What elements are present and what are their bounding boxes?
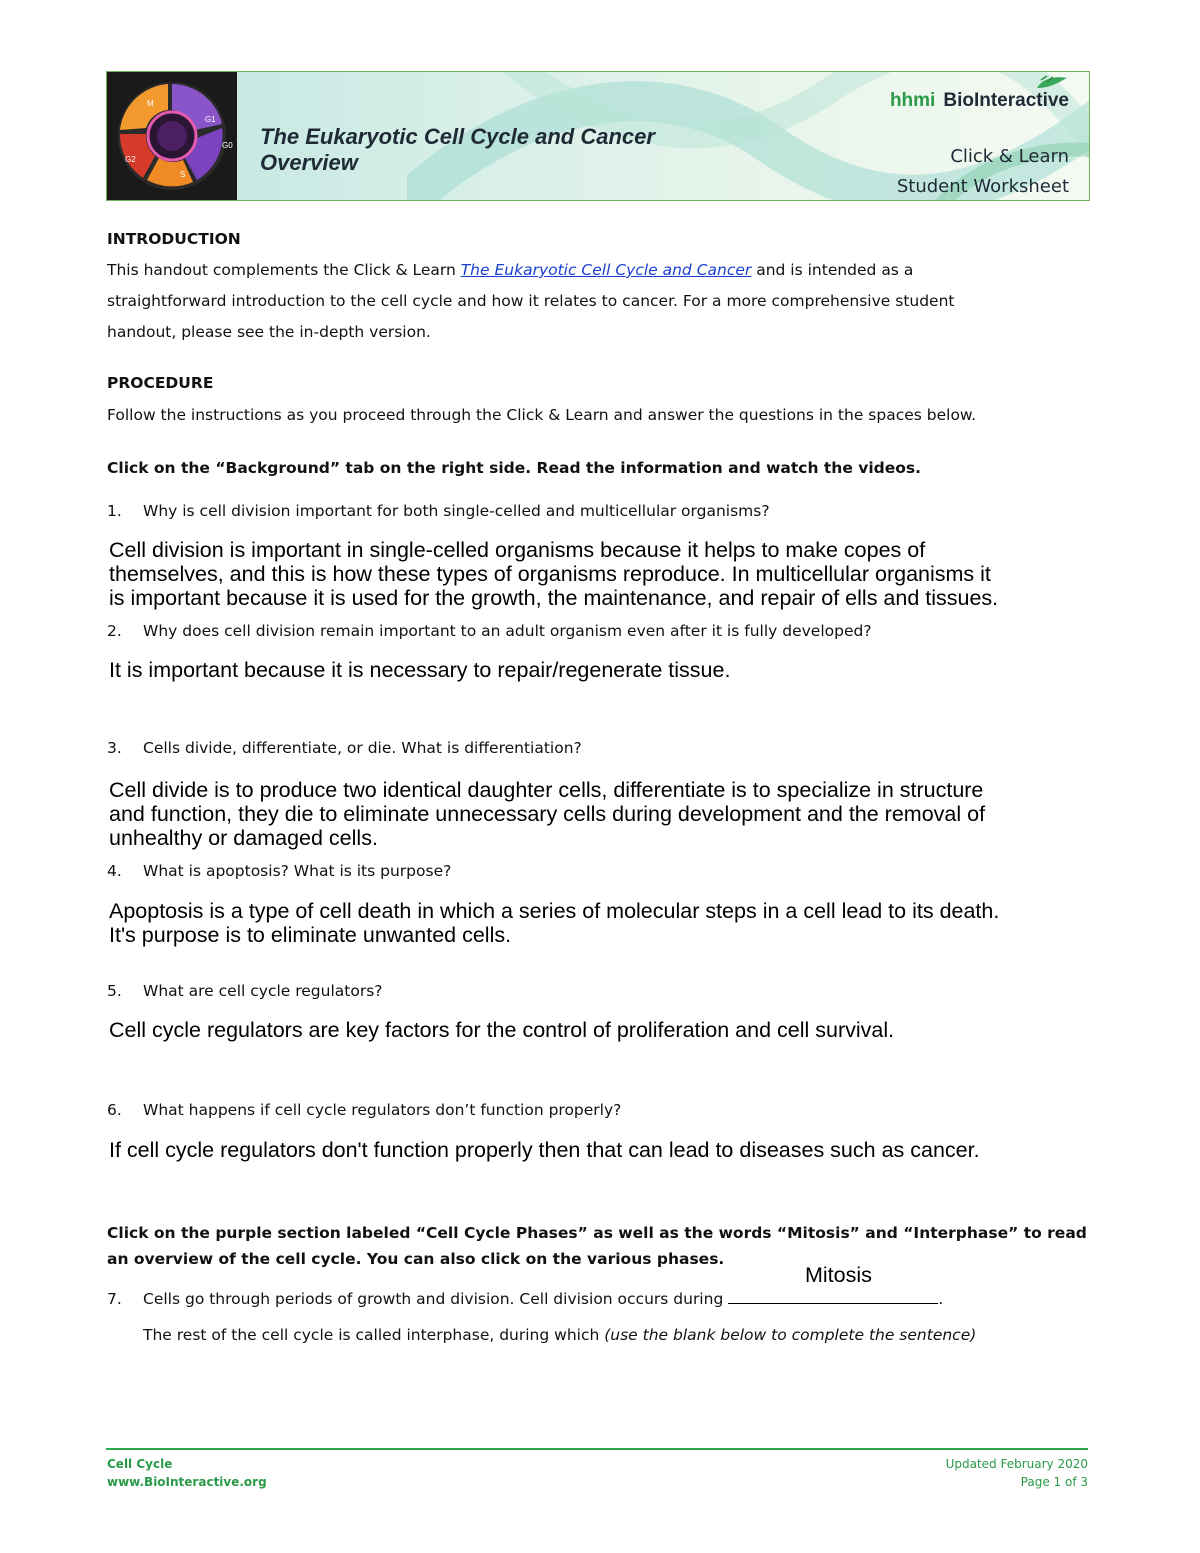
brand-logo (890, 90, 1069, 112)
intro-line-1 (107, 255, 913, 286)
answer-line: Apoptosis is a type of cell death in which a series of molecular steps in a cell lead to its death. (109, 899, 1000, 923)
question-4 (107, 862, 451, 880)
subtitle-line-2: Student Worksheet (896, 176, 1069, 197)
answer-2 (109, 658, 730, 682)
question-text: Why is cell division important for both single-celled and multicellular organisms? (143, 502, 770, 520)
question-text: Why does cell division remain important to an adult organism even after it is fully developed? (143, 622, 872, 640)
blank-answer-mitosis: Mitosis (805, 1263, 872, 1287)
page-title (260, 124, 655, 176)
brand-hhmi: hhmi (889, 90, 936, 111)
question-number: 5. (107, 982, 122, 1000)
intro-line-3: handout, please see the in-depth version. (107, 323, 431, 341)
answer-line: unhealthy or damaged cells. (109, 826, 378, 850)
brand-biointeractive: BioInteractive (943, 90, 1069, 111)
title-line-1: The Eukaryotic Cell Cycle and Cancer (260, 124, 655, 149)
logo-label-g2: G2 (125, 155, 136, 164)
instruction-background-tab: Click on the “Background” tab on the right side. Read the information and watch the videos. (107, 459, 922, 477)
answer-4 (109, 899, 999, 947)
question-number: 3. (107, 739, 122, 757)
answer-line: themselves, and this is how these types of organisms reproduce. In multicellular organisms it (109, 562, 991, 586)
intro-line-2: straightforward introduction to the cell cycle and how it relates to cancer. For a more comprehensive student (107, 292, 955, 310)
answer-3 (109, 778, 985, 850)
question-3 (107, 739, 582, 757)
intro-line-1-pre: This handout complements the Click & Learn (107, 261, 461, 279)
question-text: What is apoptosis? What is its purpose? (143, 862, 452, 880)
question-number: 2. (107, 622, 122, 640)
intro-line-1-post: and is intended as a (751, 261, 914, 279)
followup-text: The rest of the cell cycle is called interphase, during which (143, 1326, 605, 1344)
footer-topic: Cell Cycle (107, 1457, 173, 1471)
question-number: 6. (107, 1101, 122, 1119)
followup-hint: (use the blank below to complete the sentence) (604, 1326, 977, 1344)
answer-6 (109, 1138, 980, 1162)
question-number: 7. (107, 1290, 122, 1308)
cell-cycle-logo (107, 72, 237, 200)
question-text: What happens if cell cycle regulators don’t function properly? (143, 1101, 622, 1119)
question-text: Cells divide, differentiate, or die. What is differentiation? (143, 739, 582, 757)
answer-1 (109, 538, 998, 610)
question-number: 1. (107, 502, 122, 520)
answer-line: Cell cycle regulators are key factors for the control of proliferation and cell survival. (109, 1018, 895, 1042)
instruction-cell-cycle-phases-2: an overview of the cell cycle. You can also click on the various phases. (107, 1250, 725, 1268)
answer-line: It is important because it is necessary to repair/regenerate tissue. (109, 658, 731, 682)
question-number: 4. (107, 862, 122, 880)
logo-label-g1: G1 (205, 115, 216, 124)
question-7 (107, 1287, 943, 1308)
footer-left (107, 1455, 267, 1491)
footer-website-link[interactable]: www.BioInteractive.org (107, 1475, 267, 1489)
question-1 (107, 502, 770, 520)
procedure-line-1: Follow the instructions as you proceed through the Click & Learn and answer the questions in the spaces below. (107, 406, 977, 424)
answer-line: Cell division is important in single-celled organisms because it helps to make copes of (109, 538, 926, 562)
procedure-heading: PROCEDURE (107, 374, 214, 392)
question-text: What are cell cycle regulators? (143, 982, 383, 1000)
answer-line: If cell cycle regulators don't function properly then that can lead to diseases such as cancer. (109, 1138, 980, 1162)
title-line-2: Overview (260, 150, 358, 175)
answer-line: Cell divide is to produce two identical daughter cells, differentiate is to specialize in structure (109, 778, 984, 802)
footer-page-number: Page 1 of 3 (1020, 1475, 1088, 1489)
question-5 (107, 982, 383, 1000)
answer-blank[interactable] (728, 1287, 938, 1304)
footer-divider (106, 1448, 1088, 1450)
answer-line: It's purpose is to eliminate unwanted cells. (109, 923, 512, 947)
subtitle-line-1: Click & Learn (950, 146, 1069, 167)
question-2 (107, 622, 872, 640)
answer-5 (109, 1018, 894, 1042)
logo-label-g0: G0 (222, 141, 233, 150)
header-subtitle (897, 142, 1069, 201)
header-banner (106, 71, 1090, 201)
question-6 (107, 1101, 621, 1119)
answer-line: and function, they die to eliminate unnecessary cells during development and the removal of (109, 802, 986, 826)
logo-label-s: S (180, 170, 186, 179)
logo-label-m: M (147, 99, 154, 108)
footer-right (946, 1455, 1088, 1491)
question-7-followup (143, 1326, 976, 1344)
answer-line: is important because it is used for the growth, the maintenance, and repair of ells and tissues. (109, 586, 999, 610)
instruction-cell-cycle-phases-1: Click on the purple section labeled “Cell Cycle Phases” as well as the words “Mitosis” and “Interphase” to read (107, 1224, 1087, 1242)
click-learn-link[interactable]: The Eukaryotic Cell Cycle and Cancer (460, 261, 752, 279)
question-period: . (938, 1290, 944, 1308)
intro-heading: INTRODUCTION (107, 230, 241, 248)
question-text: Cells go through periods of growth and division. Cell division occurs during (143, 1290, 724, 1308)
footer-updated: Updated February 2020 (945, 1457, 1088, 1471)
